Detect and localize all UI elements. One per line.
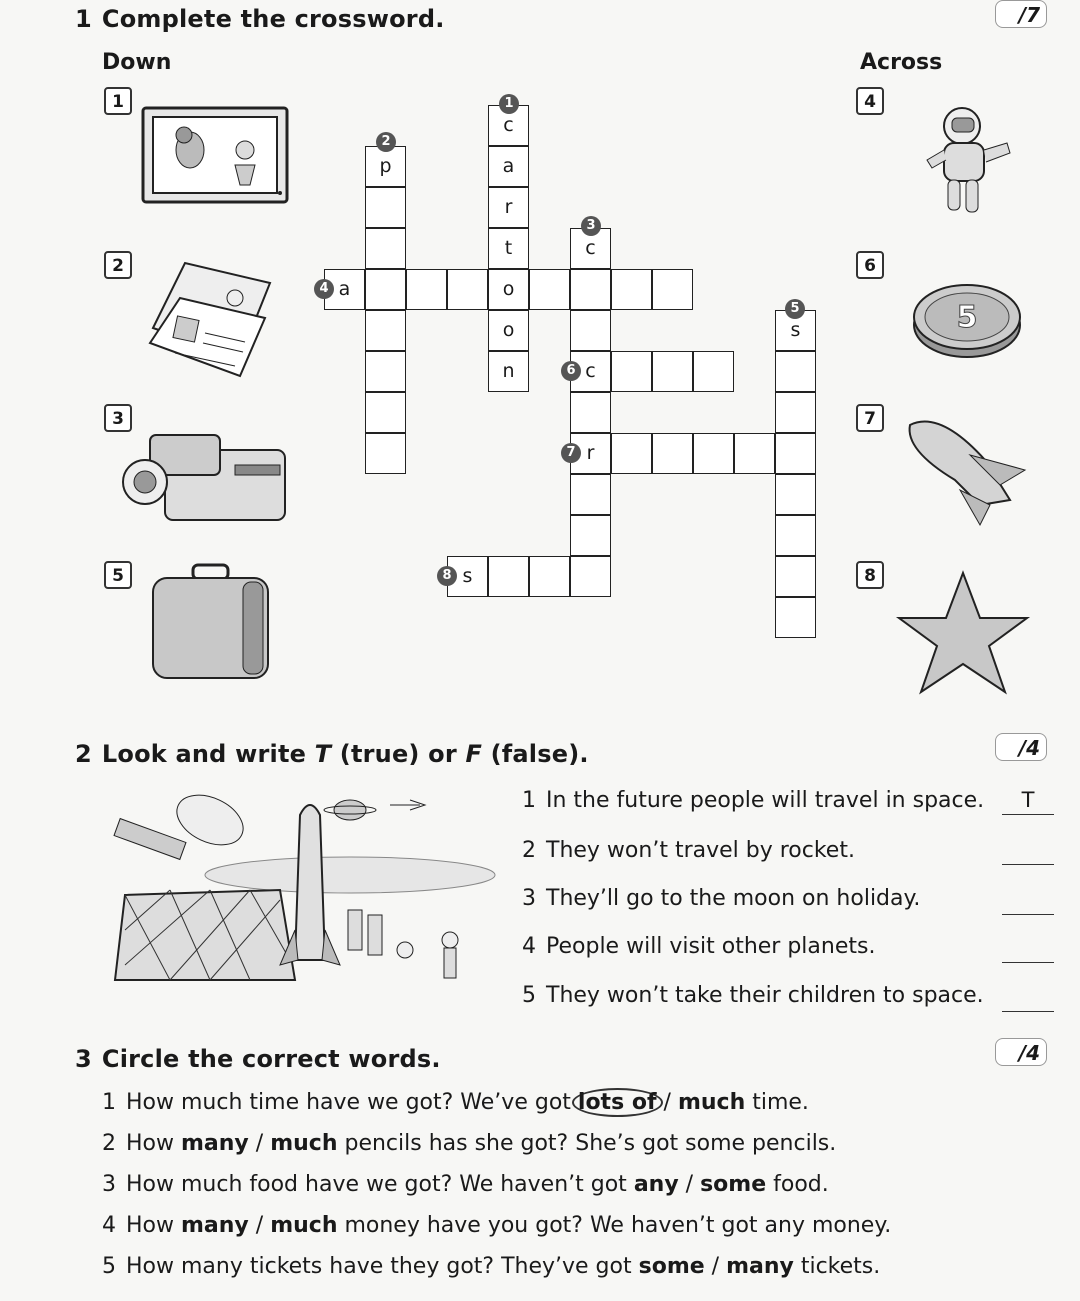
option-many[interactable]: many xyxy=(726,1254,794,1279)
crossword-cell[interactable]: c xyxy=(570,228,611,269)
crossword-cell[interactable] xyxy=(652,269,693,310)
crossword-cell[interactable]: r xyxy=(488,187,529,228)
down-label: Down xyxy=(102,50,172,75)
down-clue-1-number: 1 xyxy=(104,87,132,115)
crossword-cell[interactable]: a xyxy=(488,146,529,187)
section1-title: 1 Complete the crossword. xyxy=(75,5,445,33)
down-clue-3-number: 3 xyxy=(104,404,132,432)
crossword-cell[interactable]: o xyxy=(488,269,529,310)
crossword-cell[interactable] xyxy=(365,310,406,351)
circle-item-4: 4 How many / much money have you got? We haven’t got any money. xyxy=(102,1213,892,1238)
tf-answer-2[interactable] xyxy=(1002,838,1054,865)
option-much[interactable]: much xyxy=(270,1131,338,1156)
section3-score-box[interactable]: /4 xyxy=(995,1038,1047,1066)
crossword-cell[interactable] xyxy=(775,392,816,433)
down-clue-2-number: 2 xyxy=(104,251,132,279)
tf-statement-3: 3 They’ll go to the moon on holiday. xyxy=(522,886,921,911)
crossword-cell[interactable]: n xyxy=(488,351,529,392)
clue-marker-2: 2 xyxy=(376,132,396,152)
option-some[interactable]: some xyxy=(700,1172,767,1197)
clue-marker-6: 6 xyxy=(561,361,581,381)
section1-score-box[interactable]: /7 xyxy=(995,0,1047,28)
section3-title: 3 Circle the correct words. xyxy=(75,1045,441,1073)
crossword-cell[interactable] xyxy=(611,269,652,310)
option-much[interactable]: much xyxy=(677,1090,746,1115)
crossword-cell[interactable] xyxy=(365,269,406,310)
option-much[interactable]: much xyxy=(270,1213,338,1238)
crossword-cell[interactable] xyxy=(570,310,611,351)
option-some[interactable]: some xyxy=(638,1254,705,1279)
across-label: Across xyxy=(860,50,943,75)
option-any[interactable]: any xyxy=(633,1172,679,1197)
crossword-cell[interactable] xyxy=(570,474,611,515)
circle-item-5: 5 How many tickets have they got? They’ve got some / many tickets. xyxy=(102,1254,881,1279)
down-clue-5-number: 5 xyxy=(104,561,132,589)
option-many[interactable]: many xyxy=(181,1213,249,1238)
crossword-cell[interactable] xyxy=(447,269,488,310)
crossword-cell[interactable] xyxy=(570,556,611,597)
crossword-cell[interactable] xyxy=(611,351,652,392)
crossword-cell[interactable]: t xyxy=(488,228,529,269)
tf-answer-4[interactable] xyxy=(1002,936,1054,963)
across-clue-6-number: 6 xyxy=(856,251,884,279)
crossword-cell[interactable] xyxy=(652,433,693,474)
tf-answer-1[interactable]: T xyxy=(1002,788,1054,815)
crossword-cell[interactable]: a xyxy=(324,269,365,310)
crossword-cell[interactable] xyxy=(529,556,570,597)
crossword-cell[interactable] xyxy=(611,433,652,474)
crossword-cell[interactable]: r xyxy=(570,433,611,474)
clue-marker-5: 5 xyxy=(785,299,805,319)
crossword-cell[interactable]: s xyxy=(775,310,816,351)
section2-title: 2 Look and write T (true) or F (false). xyxy=(75,740,589,768)
tf-statement-2: 2 They won’t travel by rocket. xyxy=(522,838,855,863)
across-clue-4-number: 4 xyxy=(856,87,884,115)
crossword-cell[interactable] xyxy=(775,515,816,556)
space-base-illustration xyxy=(110,790,495,990)
crossword-cell[interactable] xyxy=(529,269,570,310)
clue-marker-4: 4 xyxy=(314,279,334,299)
tf-answer-5[interactable] xyxy=(1002,985,1054,1012)
tf-answer-3[interactable] xyxy=(1002,888,1054,915)
crossword-cell[interactable] xyxy=(652,351,693,392)
crossword-cell[interactable] xyxy=(775,433,816,474)
crossword-cell[interactable]: c xyxy=(488,105,529,146)
crossword-cell[interactable] xyxy=(775,474,816,515)
circle-item-3: 3 How much food have we got? We haven’t got any / some food. xyxy=(102,1172,829,1197)
crossword-cell[interactable] xyxy=(570,515,611,556)
svg-text:5: 5 xyxy=(956,300,978,335)
crossword-cell[interactable]: s xyxy=(447,556,488,597)
circle-item-2: 2 How many / much pencils has she got? She’s got some pencils. xyxy=(102,1131,837,1156)
crossword-cell[interactable]: p xyxy=(365,146,406,187)
clue-marker-3: 3 xyxy=(581,216,601,236)
crossword-cell[interactable] xyxy=(693,351,734,392)
crossword-cell[interactable] xyxy=(734,433,775,474)
crossword-cell[interactable] xyxy=(365,433,406,474)
crossword-cell[interactable] xyxy=(406,269,447,310)
crossword-cell[interactable] xyxy=(775,597,816,638)
tf-statement-5: 5 They won’t take their children to space. xyxy=(522,983,984,1008)
clue-marker-1: 1 xyxy=(499,94,519,114)
tf-statement-4: 4 People will visit other planets. xyxy=(522,934,876,959)
clue-marker-8: 8 xyxy=(437,566,457,586)
crossword-cell[interactable] xyxy=(570,392,611,433)
across-clue-8-number: 8 xyxy=(856,561,884,589)
crossword-cell[interactable] xyxy=(365,392,406,433)
option-lots-of-circled[interactable]: lots of xyxy=(572,1088,663,1117)
section2-score-box[interactable]: /4 xyxy=(995,733,1047,761)
option-many[interactable]: many xyxy=(181,1131,249,1156)
crossword-cell[interactable]: c xyxy=(570,351,611,392)
crossword-cell[interactable] xyxy=(775,351,816,392)
circle-item-1: 1 How much time have we got? We’ve got lots of / much time. xyxy=(102,1090,809,1115)
across-clue-7-number: 7 xyxy=(856,404,884,432)
crossword-cell[interactable]: o xyxy=(488,310,529,351)
crossword-cell[interactable] xyxy=(775,556,816,597)
crossword-cell[interactable] xyxy=(570,269,611,310)
crossword-cell[interactable] xyxy=(365,228,406,269)
crossword-cell[interactable] xyxy=(488,556,529,597)
crossword-cell[interactable] xyxy=(365,187,406,228)
tf-statement-1: 1 In the future people will travel in space. xyxy=(522,788,985,813)
crossword-cell[interactable] xyxy=(365,351,406,392)
crossword-cell[interactable] xyxy=(693,433,734,474)
clue-marker-7: 7 xyxy=(561,443,581,463)
